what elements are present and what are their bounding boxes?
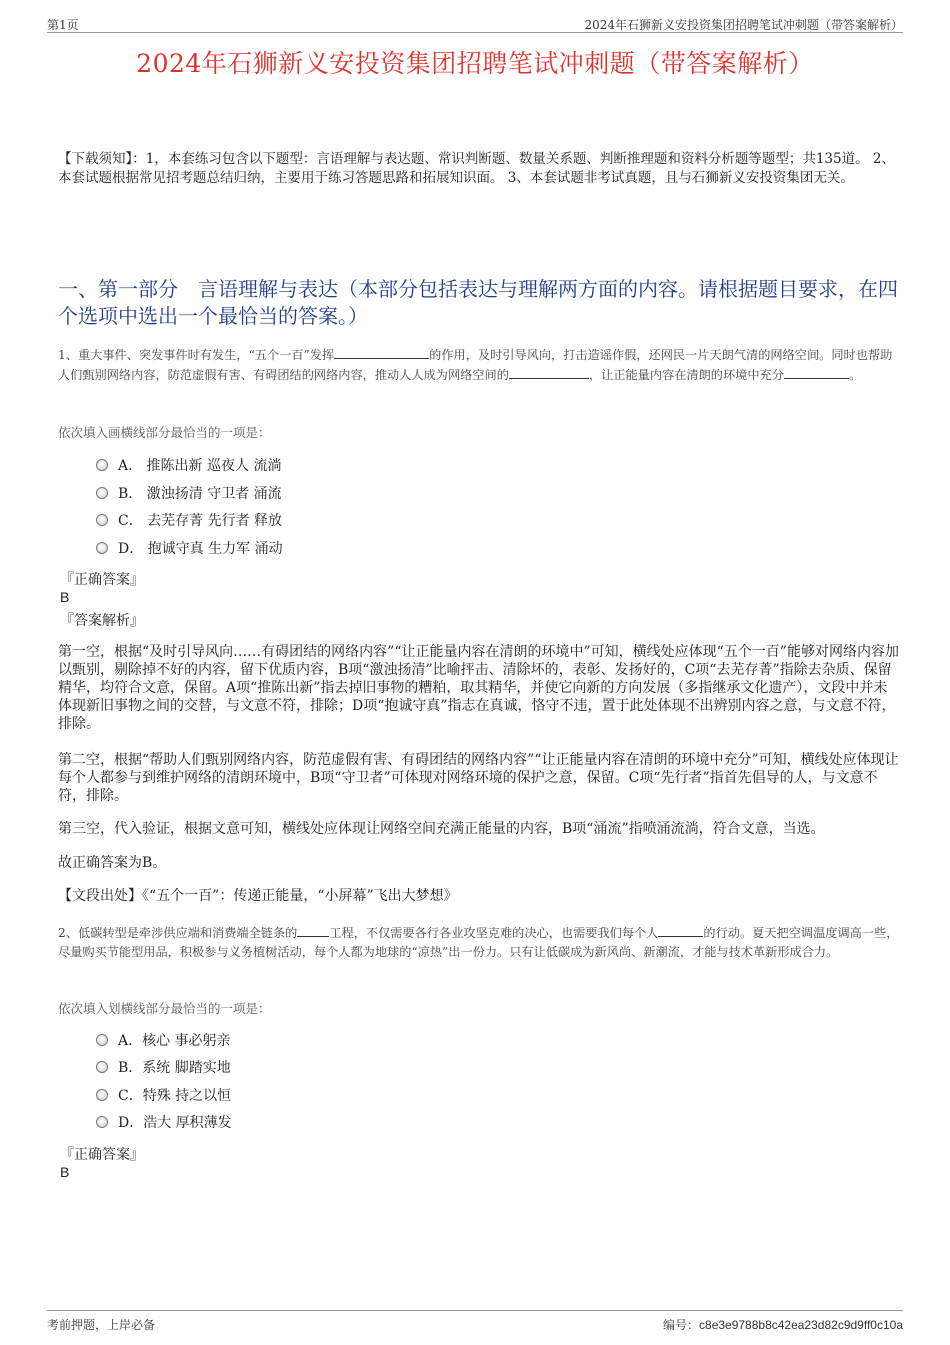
radio-icon[interactable]	[96, 487, 108, 499]
radio-icon[interactable]	[96, 542, 108, 554]
footer-code: 编号：c8e3e9788b8c42ea23d82c9d9ff0c10a	[663, 1318, 903, 1332]
q1-option-b[interactable]: B． 激浊扬清 守卫者 涌流	[96, 484, 282, 504]
q1-analysis-para-1: 第一空，根据“及时引导风向……有碍团结的网络内容”“让正能量内容在清朗的环境中”可知，横线处应体现“五个一百”能够对网络内容加以甄别，剔除掉不好的内容，留下优质内容，B项“激浊扬清”比喻抨击、清除坏的，表彰、发扬好的，C项“去芜存菁”指除去杂质、保留精华，均符合文意，保留。A项“推陈出新”指去掉旧事物的糟粕，取其精华，并使它向新的方向发展（多指继承文化遗产），文段中并未体现新旧事物之间的交替，与文意不符，排除；D项“抱诚守真”指志在真诚，恪守不违，置于此处体现不出辨别内容之意，与文意不符，排除。	[58, 644, 899, 732]
q2-answer-label: 『正确答案』	[60, 1147, 144, 1163]
q2-option-b[interactable]: B．系统 脚踏实地	[96, 1058, 231, 1078]
radio-icon[interactable]	[96, 514, 108, 526]
q1-option-d[interactable]: D． 抱诚守真 生力军 涌动	[96, 539, 283, 559]
q1-answer: B	[60, 589, 70, 605]
question-1-instruction: 依次填入画横线部分最恰当的一项是：	[58, 425, 271, 440]
q1-option-c[interactable]: C． 去芜存菁 先行者 释放	[96, 511, 282, 531]
q1-source: 【文段出处】《“五个一百”：传递正能量，“小屏幕”飞出大梦想》	[58, 888, 458, 904]
q2-answer: B	[60, 1164, 70, 1180]
document-title: 2024年石狮新义安投资集团招聘笔试冲刺题（带答案解析）	[136, 49, 814, 78]
radio-icon[interactable]	[96, 1061, 108, 1073]
page-number: 第1页	[47, 18, 79, 32]
q2-option-a[interactable]: A．核心 事必躬亲	[96, 1031, 231, 1051]
radio-icon[interactable]	[96, 1116, 108, 1128]
question-2-instruction: 依次填入划横线部分最恰当的一项是：	[58, 1001, 271, 1016]
page-footer	[47, 1310, 903, 1335]
section-heading: 一、第一部分 言语理解与表达（本部分包括表达与理解两方面的内容。请根据题目要求，在四个选项中选出一个最恰当的答案。）	[58, 277, 898, 328]
radio-icon[interactable]	[96, 459, 108, 471]
q2-option-c[interactable]: C．特殊 持之以恒	[96, 1086, 231, 1106]
q1-analysis-label: 『答案解析』	[60, 613, 144, 629]
blank-2	[509, 365, 589, 379]
download-notice: 【下载须知】：1，本套练习包含以下题型：言语理解与表达题、常识判断题、数量关系题、判断推理题和资料分析题等题型；共135道。 2、本套试题根据常见招考题总结归纳，主要用于练习答题思路和拓展知识面。 3、本套试题非考试真题，且与石狮新义安投资集团无关。	[58, 151, 895, 186]
page-header	[47, 14, 903, 33]
q1-answer-label: 『正确答案』	[60, 572, 144, 588]
question-2-text: 2、低碳转型是牵涉供应端和消费端全链条的 工程，不仅需要各行各业攻坚克难的决心，也需要我们每个人 的行动。夏天把空调温度调高一些，尽量购买节能型用品，积极参与义务植树活动，每个人都为地球的“凉热”出一份力。只有让低碳成为新风尚、新潮流，才能与技术革新形成合力。	[58, 923, 900, 962]
question-1-text: 1、重大事件、突发事件时有发生，“五个一百”发挥 的作用，及时引导风向，打击造谣作假，还网民一片天朗气清的网络空间。同时也帮助人们甄别网络内容，防范虚假有害、有碍团结的网络内容，推动人人成为网络空间的 ，让正能量内容在清朗的环境中充分 。	[58, 345, 900, 385]
blank-1	[334, 345, 429, 359]
radio-icon[interactable]	[96, 1034, 108, 1046]
radio-icon[interactable]	[96, 1089, 108, 1101]
q2-option-d[interactable]: D．浩大 厚积薄发	[96, 1113, 232, 1133]
q1-option-a[interactable]: A． 推陈出新 巡夜人 流淌	[96, 456, 281, 476]
blank-1	[297, 923, 329, 937]
q1-analysis-para-3: 第三空，代入验证，根据文意可知，横线处应体现让网络空间充满正能量的内容，B项“涌流”指喷涌流淌，符合文意，当选。	[58, 821, 825, 837]
q1-analysis-para-2: 第二空，根据“帮助人们甄别网络内容，防范虚假有害、有碍团结的网络内容”“让正能量内容在清朗的环境中充分”可知，横线处应体现让每个人都参与到维护网络的清朗环境中，B项“守卫者”可体现对网络环境的保护之意，保留。C项“先行者”指首先倡导的人，与文意不符，排除。	[58, 752, 899, 804]
q1-analysis-para-4: 故正确答案为B。	[58, 855, 167, 871]
blank-2	[658, 923, 703, 937]
header-doc-title: 2024年石狮新义安投资集团招聘笔试冲刺题（带答案解析）	[584, 18, 903, 32]
footer-slogan: 考前押题，上岸必备	[47, 1318, 156, 1332]
blank-3	[784, 365, 849, 379]
